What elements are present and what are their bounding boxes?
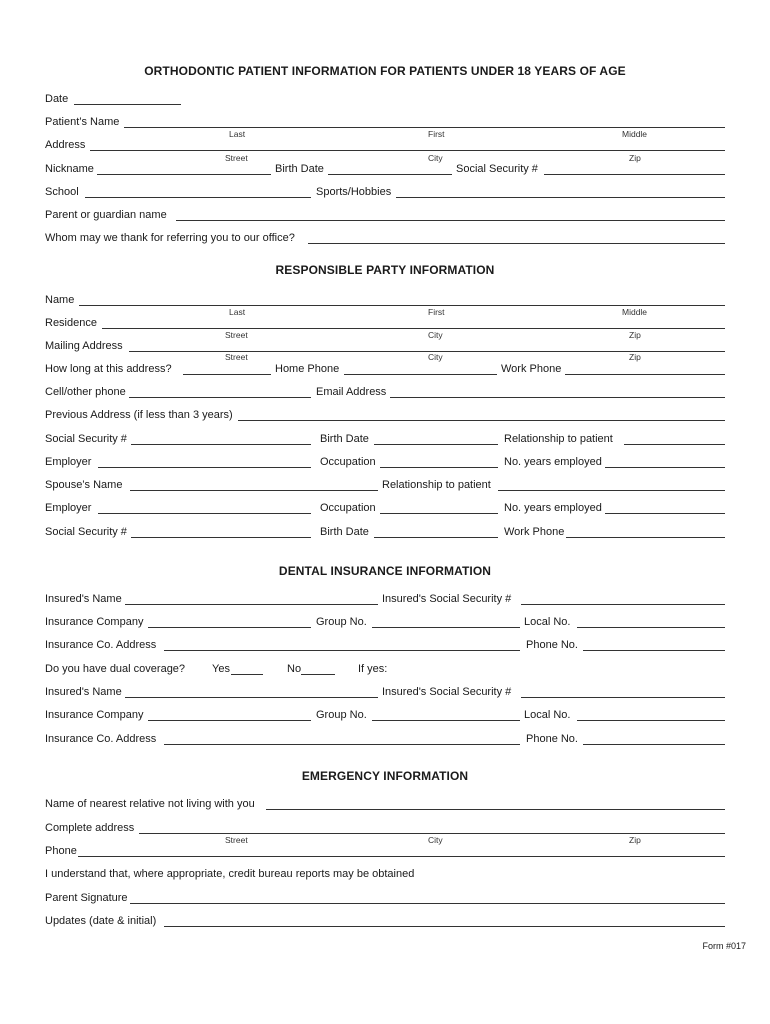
sublabel-street: Street [225,352,248,362]
cell-label: Cell/other phone [45,386,126,398]
form-title: ORTHODONTIC PATIENT INFORMATION FOR PATIENTS UNDER 18 YEARS OF AGE [144,64,626,78]
emergency-phone-field[interactable] [78,856,725,857]
spouse-relationship-label: Relationship to patient [382,479,491,491]
insured-ssn2-field[interactable] [521,697,725,698]
insured-name2-field[interactable] [125,697,378,698]
form-number: Form #017 [702,941,746,951]
employer-field[interactable] [98,467,311,468]
guardian-field[interactable] [176,220,725,221]
years-employed-field[interactable] [605,467,725,468]
if-yes-label: If yes: [358,663,388,675]
group2-label: Group No. [316,709,367,721]
sublabel-zip: Zip [629,330,641,340]
row-nickname [45,162,725,176]
complete-address-field[interactable] [139,833,725,834]
row-relative [45,797,725,811]
row-insured-2 [45,685,725,699]
previous-label: Previous Address (if less than 3 years) [45,409,233,421]
ssn-field[interactable] [544,174,725,175]
row-cell [45,385,725,399]
dual-coverage-label: Do you have dual coverage? [45,663,186,675]
row-signature [45,891,725,905]
row-understand [45,867,725,881]
row-emergency-phone [45,844,725,858]
insured-ssn2-label: Insured's Social Security # [382,686,512,698]
email-label: Email Address [316,386,387,398]
phone-field[interactable] [583,650,725,651]
row-patient-name [45,115,725,129]
spouse-ssn-field[interactable] [131,537,311,538]
spouse-name-label: Spouse’s Name [45,479,123,491]
row-complete-address [45,821,725,835]
relationship-field[interactable] [624,444,725,445]
insured-ssn-field[interactable] [521,604,725,605]
work-phone-field[interactable] [565,374,725,375]
home-phone-label: Home Phone [275,363,340,375]
row-company-2 [45,708,725,722]
spouse-birth-label: Birth Date [320,526,369,538]
row-updates [45,914,725,928]
spouse-occupation-field[interactable] [380,513,498,514]
occupation-label: Occupation [320,456,376,468]
residence-field[interactable] [102,328,725,329]
rp-name-field[interactable] [79,305,725,306]
sublabel-zip: Zip [629,835,641,845]
row-insured [45,592,725,606]
ins-address-field[interactable] [164,650,520,651]
patient-name-field[interactable] [124,127,725,128]
spouse-years-label: No. years employed [504,502,602,514]
signature-field[interactable] [130,903,725,904]
school-field[interactable] [85,197,311,198]
spouse-work-phone-field[interactable] [566,537,725,538]
mailing-label: Mailing Address [45,340,123,352]
row-how-long [45,362,725,376]
ins-address-label: Insurance Co. Address [45,639,157,651]
sublabel-first: First [428,129,445,139]
spouse-birth-field[interactable] [374,537,498,538]
sublabel-city: City [428,153,443,163]
sublabel-city: City [428,352,443,362]
date-field[interactable] [74,104,181,105]
spouse-occupation-label: Occupation [320,502,376,514]
row-dual [45,662,725,676]
row-guardian [45,208,725,222]
sublabel-street: Street [225,835,248,845]
sublabel-city: City [428,330,443,340]
row-ins-address [45,638,725,652]
emergency-title: EMERGENCY INFORMATION [301,769,469,783]
row-spouse-ssn [45,525,725,539]
patient-name-label: Patient’s Name [45,116,120,128]
phone-label: Phone No. [526,639,578,651]
spouse-employer-label: Employer [45,502,92,514]
address-label: Address [45,139,86,151]
dental-title: DENTAL INSURANCE INFORMATION [278,564,492,578]
local-field[interactable] [577,627,725,628]
email-field[interactable] [390,397,725,398]
how-long-field[interactable] [183,374,271,375]
row-ins-address-2 [45,732,725,746]
spouse-relationship-field[interactable] [498,490,725,491]
employer-label: Employer [45,456,92,468]
school-label: School [45,186,79,198]
sublabel-zip: Zip [629,352,641,362]
local2-field[interactable] [577,720,725,721]
phone2-field[interactable] [583,744,725,745]
rp-birth-label: Birth Date [320,433,369,445]
company2-label: Insurance Company [45,709,144,721]
row-address [45,138,725,152]
insured-name-label: Insured's Name [45,593,122,605]
relative-field[interactable] [266,809,725,810]
sublabel-last: Last [229,307,246,317]
phone2-label: Phone No. [526,733,578,745]
no-field[interactable] [301,674,335,675]
insured-name2-label: Insured's Name [45,686,122,698]
row-date [45,92,725,106]
sports-label: Sports/Hobbies [316,186,392,198]
row-rp-name [45,293,725,307]
home-phone-field[interactable] [344,374,497,375]
occupation-field[interactable] [380,467,498,468]
responsible-title: RESPONSIBLE PARTY INFORMATION [275,263,495,277]
credit-notice: I understand that, where appropriate, credit bureau reports may be obtained [45,868,415,880]
guardian-label: Parent or guardian name [45,209,167,221]
rp-ssn-field[interactable] [131,444,311,445]
group-label: Group No. [316,616,367,628]
row-spouse-employer [45,501,725,515]
company-field[interactable] [148,627,311,628]
cell-field[interactable] [129,397,311,398]
local2-label: Local No. [524,709,571,721]
signature-label: Parent Signature [45,892,128,904]
ins-address2-label: Insurance Co. Address [45,733,157,745]
ins-address2-field[interactable] [164,744,520,745]
nickname-field[interactable] [97,174,271,175]
row-residence [45,316,725,330]
local-label: Local No. [524,616,571,628]
sublabel-street: Street [225,153,248,163]
sublabel-middle: Middle [622,129,648,139]
rp-name-label: Name [45,294,75,306]
sublabel-street: Street [225,330,248,340]
residence-label: Residence [45,317,97,329]
relationship-label: Relationship to patient [504,433,613,445]
date-label: Date [45,93,69,105]
company-label: Insurance Company [45,616,144,628]
insured-ssn-label: Insured's Social Security # [382,593,512,605]
birth-date-field[interactable] [328,174,452,175]
yes-field[interactable] [231,674,263,675]
row-company [45,615,725,629]
previous-field[interactable] [238,420,725,421]
row-previous [45,408,725,422]
complete-address-label: Complete address [45,822,135,834]
nickname-label: Nickname [45,163,94,175]
rp-ssn-label: Social Security # [45,433,127,445]
company2-field[interactable] [148,720,311,721]
sublabel-first: First [428,307,445,317]
row-employer [45,455,725,469]
emergency-phone-label: Phone [45,845,77,857]
row-spouse [45,478,725,492]
sublabel-zip: Zip [629,153,641,163]
referral-field[interactable] [308,243,725,244]
group-field[interactable] [372,627,520,628]
insured-name-field[interactable] [125,604,378,605]
work-phone-label: Work Phone [501,363,562,375]
how-long-label: How long at this address? [45,363,172,375]
sublabel-last: Last [229,129,246,139]
updates-label: Updates (date & initial) [45,915,157,927]
rp-birth-field[interactable] [374,444,498,445]
sublabel-middle: Middle [622,307,648,317]
row-mailing [45,339,725,353]
spouse-ssn-label: Social Security # [45,526,127,538]
relative-label: Name of nearest relative not living with you [45,798,255,810]
spouse-work-phone-label: Work Phone [504,526,565,538]
years-employed-label: No. years employed [504,456,602,468]
address-field[interactable] [90,150,725,151]
spouse-employer-field[interactable] [98,513,311,514]
spouse-years-field[interactable] [605,513,725,514]
birth-date-label: Birth Date [275,163,324,175]
yes-label: Yes [212,663,230,675]
spouse-name-field[interactable] [130,490,378,491]
sublabel-city: City [428,835,443,845]
row-school [45,185,725,199]
ssn-label: Social Security # [456,163,538,175]
updates-field[interactable] [164,926,725,927]
sports-field[interactable] [396,197,725,198]
no-label: No [287,663,302,675]
row-rp-ssn [45,432,725,446]
group2-field[interactable] [372,720,520,721]
referral-label: Whom may we thank for referring you to our office? [45,232,295,244]
row-referral [45,231,725,245]
